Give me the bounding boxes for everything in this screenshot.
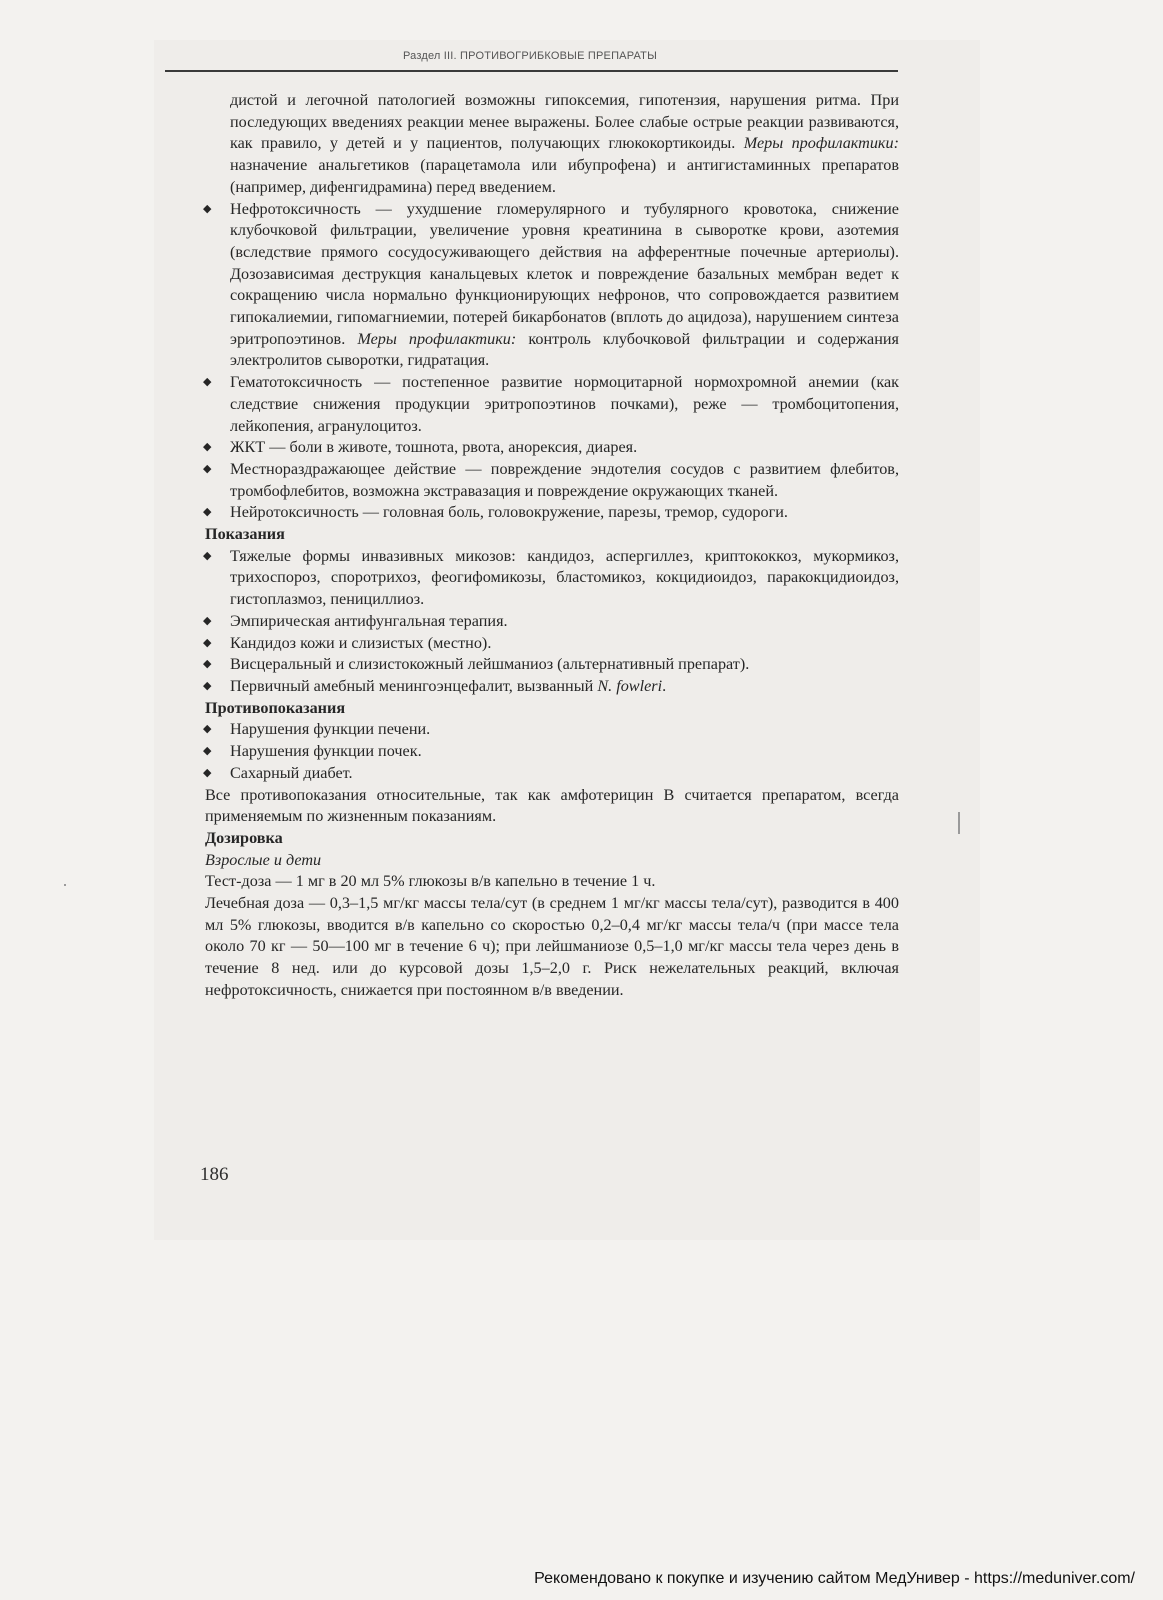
indication-italic: N. fowleri	[597, 676, 663, 695]
side-effects-list	[205, 199, 899, 525]
list-item	[205, 546, 899, 611]
bullet-icon: ◆	[203, 723, 212, 736]
footer-link[interactable]: Рекомендовано к покупке и изучению сайтом МедУнивер - https://meduniver.com/	[534, 1570, 1135, 1587]
bullet-icon: ◆	[203, 679, 212, 692]
bullet-icon: ◆	[203, 658, 212, 671]
running-header: Раздел III. ПРОТИВОГРИБКОВЫЕ ПРЕПАРАТЫ	[402, 50, 658, 62]
list-item	[205, 611, 899, 633]
nephro-text-2: контроль клубочковой фильтрации и содержания электролитов сыворотки, гидратация.	[230, 329, 900, 370]
bullet-icon: ◆	[203, 202, 212, 215]
neuro-text: Нейротоксичность — головная боль, головокружение, парезы, тремор, судороги.	[230, 503, 788, 522]
intro-paragraph	[205, 90, 899, 199]
header-rule	[165, 70, 898, 72]
contraindications-heading: Противопоказания	[205, 698, 346, 717]
bullet-icon: ◆	[203, 376, 212, 389]
list-item	[205, 763, 899, 785]
local-text: Местнораздражающее действие — повреждение эндотелия сосудов с развитием флебитов, тромбофлебитов, возможна экстравазация и повреждение окружающих тканей.	[230, 459, 899, 500]
indications-list	[205, 546, 899, 698]
contraindications-note: Все противопоказания относительные, так как амфотерицин В считается препаратом, всегда применяемым по жизненным показаниям.	[205, 785, 899, 826]
page-number: 186	[200, 1164, 229, 1185]
bullet-icon: ◆	[203, 614, 212, 627]
treatment-dose-paragraph: Лечебная доза — 0,3–1,5 мг/кг массы тела/сут (в среднем 1 мг/кг массы тела/сут), разводится в 400 мл 5% глюкозы, вводится в/в капельно со скоростью 0,2–0,4 мг/кг массы тела/ч (при массе тела около 70 кг — 50—100 мг в течение 6 ч); при лейшманиозе 0,5–1,0 мг/кг массы тела через день в течение 8 нед. или до курсовой дозы 1,5–2,0 г. Риск нежелательных реакций, включая нефротоксичность, снижается при постоянном в/в введении.	[205, 894, 899, 999]
intro-text: дистой и легочной патологией возможны гипоксемия, гипотензия, нарушения ритма. При последующих введениях реакции менее выражены. Более слабые острые реакции развиваются, как правило, у детей и у пациентов, получающих глюкокортикоиды.	[230, 91, 899, 153]
list-item	[205, 502, 899, 524]
bullet-icon: ◆	[203, 636, 212, 649]
scan-mark	[958, 812, 960, 834]
contraindication-text: Сахарный диабет.	[230, 763, 353, 782]
bullet-icon: ◆	[203, 549, 212, 562]
intro-text-2: назначение анальгетиков (парацетамола или ибупрофена) и антигистаминных препаратов (например, дифенгидрамина) перед введением.	[230, 156, 899, 196]
gi-text: ЖКТ — боли в животе, тошнота, рвота, анорексия, диарея.	[230, 438, 638, 457]
indication-text: Тяжелые формы инвазивных микозов: кандидоз, аспергиллез, криптококкоз, мукормикоз, трихоспороз, споротрихоз, феогифомикозы, бластомикоз, кокцидиоидоз, паракокцидиоидоз, гистоплазмоз, пенициллиоз.	[230, 546, 899, 609]
contraindication-text: Нарушения функции почек.	[230, 742, 422, 761]
dosage-heading: Дозировка	[205, 828, 283, 847]
bullet-icon: ◆	[203, 506, 212, 519]
indication-text: Кандидоз кожи и слизистых (местно).	[230, 633, 492, 652]
list-item	[205, 437, 899, 459]
list-item	[205, 633, 899, 655]
indications-heading: Показания	[205, 525, 285, 544]
nephro-italic: Меры профилактики:	[357, 329, 517, 348]
bullet-icon: ◆	[203, 462, 212, 475]
indication-text: Эмпирическая антифунгальная терапия.	[230, 611, 508, 630]
indication-end: .	[662, 676, 667, 695]
hemato-text: Гематотоксичность — постепенное развитие нормоцитарной нормохромной анемии (как следствие снижения продукции эритропоэтинов почками), реже — тромбоцитопения, лейкопения, агранулоцитоз.	[230, 373, 899, 435]
indication-text: Висцеральный и слизистокожный лейшманиоз (альтернативный препарат).	[230, 655, 750, 674]
list-item	[205, 199, 899, 373]
list-item	[205, 676, 899, 698]
list-item	[205, 654, 899, 676]
bullet-icon: ◆	[203, 745, 212, 758]
bullet-icon: ◆	[203, 441, 212, 454]
intro-italic: Меры профилактики:	[743, 134, 899, 153]
list-item	[205, 372, 899, 437]
indication-text: Первичный амебный менингоэнцефалит, вызванный	[230, 676, 598, 695]
contraindications-list	[205, 719, 899, 784]
nephro-text: Нефротоксичность — ухудшение гломерулярного и тубулярного кровотока, снижение клубочковой фильтрации, увеличение уровня креатинина в сыворотке крови, азотемия (вследствие прямого сосудосуживающего действия на афферентные почечные артериолы). Дозозависимая деструкция канальцевых клеток и повреждение базальных мембран ведет к сокращению числа нормально функционирующих нефронов, что сопровождается развитием гипокалиемии, гипомагниемии, потерей бикарбонатов (вплоть до ацидоза), нарушением синтеза эритропоэтинов.	[230, 199, 899, 348]
dosage-subheading: Взрослые и дети	[205, 850, 322, 869]
list-item	[205, 741, 899, 763]
list-item	[205, 719, 899, 741]
contraindication-text: Нарушения функции печени.	[230, 720, 431, 739]
bullet-icon: ◆	[203, 766, 212, 779]
list-item	[205, 459, 899, 502]
scan-mark	[64, 884, 66, 886]
test-dose-paragraph: Тест-доза — 1 мг в 20 мл 5% глюкозы в/в капельно в течение 1 ч.	[205, 872, 656, 891]
page-content	[205, 90, 899, 1002]
